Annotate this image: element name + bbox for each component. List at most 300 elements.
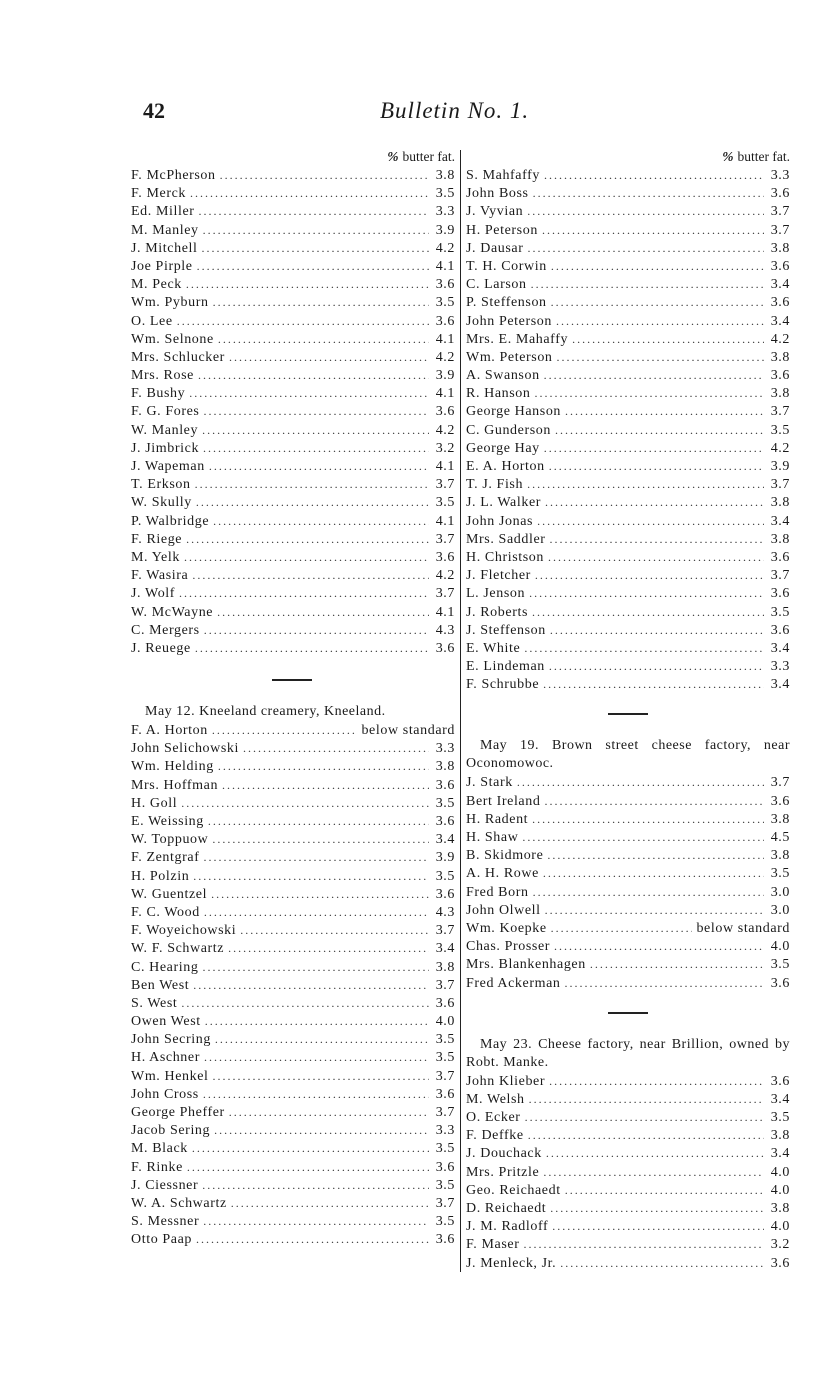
entry-row [131,384,455,402]
dot-leader [524,639,764,657]
entry-value: 3.3 [435,741,455,757]
entry-row [131,312,455,330]
dot-leader [217,603,429,621]
entry-row [131,721,455,739]
dot-leader [542,221,764,239]
entry-value: 3.9 [435,368,455,384]
entry-value: 3.6 [435,814,455,829]
dot-leader [552,1217,764,1235]
entry-value: 3.7 [770,477,790,493]
entry-row [466,883,790,901]
entry-row [131,885,455,903]
entry-list [131,721,455,1248]
entry-name: M. Black [131,1141,188,1157]
entry-value: 3.8 [435,168,455,183]
section-divider [608,713,648,715]
entry-row [131,166,455,184]
entry-name: J. Roberts [466,604,528,620]
entry-name: J. Mitchell [131,240,198,256]
entry-name: H. Shaw [466,830,519,845]
entry-name: A. H. Rowe [466,866,539,882]
entry-value: 3.6 [435,777,455,793]
entry-name: F. Maser [466,1237,520,1253]
dot-leader [181,794,429,812]
dot-leader [179,584,429,602]
dot-leader [543,1163,764,1181]
entry-value: 3.8 [435,959,455,975]
entry-row [466,330,790,348]
entry-value: 3.5 [770,866,790,882]
dot-leader [549,457,764,475]
dot-leader [535,384,764,402]
entry-value: 4.2 [770,440,790,456]
entry-row [131,330,455,348]
entry-name: John Selichowski [131,741,239,757]
entry-row [131,1103,455,1121]
entry-name: Wm. Koepke [466,920,547,936]
entry-value: 4.2 [435,422,455,438]
entry-name: H. Polzin [131,868,190,884]
dot-leader [527,202,764,220]
section-title: Kneeland creamery, Kneeland. [199,704,386,720]
entry-name: T. H. Corwin [466,258,547,274]
column-header-label: butter fat. [737,149,790,164]
dot-leader [531,275,764,293]
entry-row [466,1199,790,1217]
entry-value: 3.2 [435,440,455,456]
entry-row [466,421,790,439]
entry-name: Fred Born [466,884,529,900]
entry-value: 3.8 [435,759,455,775]
entry-name: H. Radent [466,811,529,827]
entry-value: 3.7 [435,531,455,547]
entry-value: 3.6 [770,975,790,991]
entry-value: 3.6 [770,793,790,809]
dot-leader [177,312,429,330]
dot-leader [204,402,430,420]
section-date: May 12. [145,704,196,720]
entry-name: Mrs. Schlucker [131,349,225,365]
entry-row [131,1139,455,1157]
entry-value: 3.8 [770,531,790,547]
entry-row [466,202,790,220]
entry-row [466,1144,790,1162]
entry-list [466,166,790,693]
entry-row [131,1085,455,1103]
entry-row [466,257,790,275]
section-title: Cheese factory, near Brillion, owned by Robt. Manke. [466,1036,791,1070]
entry-name: Owen West [131,1014,201,1030]
entry-name: E. Weissing [131,814,204,829]
dot-leader [548,548,764,566]
page-number: 42 [143,98,165,123]
dot-leader [565,1181,764,1199]
entry-row [466,621,790,639]
entry-value: 3.5 [770,1110,790,1126]
entry-value: 3.5 [435,1214,455,1230]
entry-name: F. A. Horton [131,723,208,739]
entry-name: S. Messner [131,1214,200,1230]
entry-name: Chas. Prosser [466,939,551,955]
entry-name: Mrs. Hoffman [131,777,219,793]
entry-row [466,1072,790,1090]
entry-name: T. Erkson [131,477,191,493]
entry-name: J. Wapeman [131,459,205,474]
entry-row [466,792,790,810]
dot-leader [551,257,764,275]
entry-value: 3.8 [770,848,790,864]
entry-name: M. Yelk [131,549,180,565]
entry-name: S. West [131,995,178,1011]
entry-row [131,621,455,639]
entry-value: 3.6 [435,1232,455,1248]
entry-value: 3.6 [435,1086,455,1102]
dot-leader [202,421,429,439]
entry-name: J. M. Radloff [466,1219,549,1235]
entry-value: 3.7 [435,1068,455,1084]
section-heading [466,1036,790,1072]
entry-name: W. A. Schwartz [131,1195,227,1211]
dot-leader [517,773,764,791]
entry-value: 3.7 [770,568,790,584]
entry-row [131,867,455,885]
dot-leader [192,566,429,584]
entry-row [131,903,455,921]
entry-row [466,566,790,584]
entry-name: Bert Ireland [466,793,541,809]
entry-row [466,275,790,293]
entry-row [466,974,790,992]
entry-name: John Olwell [466,902,541,918]
entry-name: Wm. Pyburn [131,295,209,311]
entry-value: 3.8 [770,349,790,365]
entry-row [131,512,455,530]
entry-value: 3.9 [770,459,790,474]
dot-leader [556,312,764,330]
entry-name: John Klieber [466,1073,546,1089]
entry-name: J. Fletcher [466,568,531,584]
entry-name: Wm. Helding [131,759,214,775]
dot-leader [550,530,764,548]
entry-value: 3.0 [770,902,790,918]
entry-row [466,657,790,675]
entry-value: 4.0 [770,1164,790,1180]
dot-leader [218,757,429,775]
entry-value: 3.5 [435,295,455,311]
dot-leader [215,1030,429,1048]
entry-name: John Jonas [466,513,534,529]
dot-leader [572,330,764,348]
entry-name: E. Lindeman [466,659,545,675]
entry-value: 3.8 [770,1128,790,1144]
entry-value: 3.4 [435,941,455,957]
entry-value: 3.5 [435,495,455,511]
entry-row [131,275,455,293]
entry-value: 3.5 [435,868,455,884]
dot-leader [204,1048,429,1066]
dot-leader [209,457,429,475]
dot-leader [212,721,358,739]
entry-row [466,846,790,864]
entry-value: 3.7 [770,222,790,238]
section-date: May 19. [480,738,540,754]
entry-row [466,221,790,239]
entry-name: C. Gunderson [466,422,551,438]
entry-row [131,776,455,794]
entry-value: 3.5 [770,422,790,438]
entry-row [131,421,455,439]
entry-value: 3.4 [770,513,790,529]
dot-leader [529,584,764,602]
percent-symbol: % [722,149,734,164]
dot-leader [213,1067,429,1085]
entry-row [466,512,790,530]
entry-row [466,639,790,657]
entry-row [131,1048,455,1066]
dot-leader [192,1139,429,1157]
entry-value: 3.7 [435,1195,455,1211]
entry-name: W. Toppuow [131,832,209,848]
entry-value: 3.7 [435,923,455,939]
entry-value: 3.6 [770,368,790,384]
entry-row [466,293,790,311]
entry-value: 3.6 [770,1255,790,1271]
entry-row [466,1126,790,1144]
entry-name: John Peterson [466,313,552,329]
dot-leader [186,530,429,548]
entry-row [466,955,790,973]
column-header [131,148,455,166]
dot-leader [229,348,429,366]
dot-leader [214,1121,429,1139]
dot-leader [532,603,764,621]
entry-name: J. Steffenson [466,622,546,638]
entry-row [466,919,790,937]
dot-leader [537,512,764,530]
dot-leader [198,366,429,384]
dot-leader [565,402,764,420]
entry-row [466,348,790,366]
entry-value: 3.4 [770,313,790,329]
entry-name: Jacob Sering [131,1123,211,1139]
entry-name: W. Manley [131,422,199,438]
entry-row [466,366,790,384]
entry-row [466,312,790,330]
entry-name: Wm. Peterson [466,349,553,365]
entry-name: Mrs. Pritzle [466,1164,540,1180]
entry-value: 4.3 [435,622,455,638]
section-date: May 23. [480,1036,533,1052]
entry-row [466,548,790,566]
entry-name: Ed. Miller [131,204,195,220]
dot-leader [202,958,429,976]
entry-value: 4.2 [435,240,455,256]
entry-row [131,939,455,957]
entry-value: 3.6 [435,886,455,902]
entry-row [466,384,790,402]
entry-name: W. F. Schwartz [131,941,225,957]
entry-name: F. Riege [131,531,183,547]
entry-row [131,976,455,994]
entry-row [131,830,455,848]
entry-name: J. Dausar [466,240,524,256]
entry-row [131,921,455,939]
entry-value: 3.6 [435,1159,455,1175]
entry-name: Mrs. Rose [131,368,194,384]
entry-value: 3.5 [435,795,455,811]
entry-name: F. C. Wood [131,904,200,920]
entry-value: 3.8 [770,1201,790,1216]
dot-leader [181,994,429,1012]
entry-name: F. Woyeichowski [131,923,237,939]
entry-row [131,402,455,420]
dot-leader [203,1085,429,1103]
entry-name: W. Guentzel [131,886,208,902]
entry-name: J. L. Walker [466,495,542,511]
entry-value: 3.5 [435,1032,455,1048]
entry-name: A. Swanson [466,368,540,384]
dot-leader [203,848,429,866]
entry-name: Geo. Reichaedt [466,1182,561,1198]
column-header [466,148,790,166]
entry-name: H. Christson [466,549,544,565]
entry-row [466,475,790,493]
entry-value: 3.6 [435,549,455,565]
entry-row [131,457,455,475]
dot-leader [195,475,429,493]
dot-leader [205,1012,429,1030]
entry-row [466,439,790,457]
entry-value: 3.6 [770,186,790,202]
dot-leader [551,293,764,311]
section-title: Brown street cheese factory, near Oconomowoc. [466,738,791,772]
entry-value: 3.7 [770,204,790,220]
entry-value: 3.5 [435,1050,455,1066]
dot-leader [533,883,764,901]
entry-value: 3.3 [770,168,790,183]
entry-name: H. Aschner [131,1050,200,1066]
entry-row [131,348,455,366]
entry-row [466,1090,790,1108]
entry-row [131,293,455,311]
section-heading [131,703,455,721]
entry-value: 3.8 [770,240,790,256]
entry-value: 4.5 [770,830,790,845]
entry-row [466,1163,790,1181]
entry-value: 3.6 [770,586,790,602]
entry-row [466,166,790,184]
entry-value: 3.6 [770,295,790,311]
section-heading [466,737,790,773]
entry-name: W. McWayne [131,604,214,620]
entry-value: 4.2 [435,568,455,584]
dot-leader [193,976,429,994]
dot-leader [240,921,429,939]
dot-leader [193,867,429,885]
entry-value: 4.1 [435,459,455,474]
dot-leader [547,846,764,864]
dot-leader [197,257,429,275]
entry-value: 3.6 [770,1073,790,1089]
section-divider [608,1012,648,1014]
entry-name: J. Reuege [131,640,191,656]
entry-name: F. Schrubbe [466,677,540,693]
dot-leader [189,384,429,402]
entry-row [131,366,455,384]
percent-symbol: % [387,149,399,164]
entry-name: F. Zentgraf [131,850,200,866]
entry-name: T. J. Fish [466,477,524,493]
section-divider [272,679,312,681]
entry-value: below standard [696,920,790,936]
dot-leader [204,903,429,921]
entry-value: 3.6 [435,995,455,1011]
entry-row [466,239,790,257]
entry-row [131,221,455,239]
entry-name: Mrs. Saddler [466,531,546,547]
dot-leader [212,830,429,848]
entry-row [131,1030,455,1048]
entry-value: 4.0 [770,939,790,955]
entry-name: Wm. Selnone [131,331,214,347]
dot-leader [222,776,429,794]
entry-row [466,675,790,693]
entry-value: 3.8 [770,495,790,511]
dot-leader [203,1212,429,1230]
entry-name: J. Menleck, Jr. [466,1255,557,1271]
entry-row [131,475,455,493]
entry-value: 3.4 [770,1091,790,1107]
entry-value: 3.6 [770,549,790,565]
entry-value: 3.4 [770,277,790,293]
dot-leader [544,792,764,810]
entry-row [131,184,455,202]
entry-name: F. McPherson [131,168,216,183]
entry-value: 3.7 [435,977,455,993]
entry-value: 3.6 [770,258,790,274]
entry-row [466,810,790,828]
entry-row [131,757,455,775]
entry-name: John Boss [466,186,529,202]
entry-name: P. Walbridge [131,513,210,529]
dot-leader [554,937,764,955]
dot-leader [543,675,764,693]
entry-name: F. G. Fores [131,404,200,420]
entry-row [466,1181,790,1199]
dot-leader [528,239,765,257]
entry-name: C. Hearing [131,959,199,975]
entry-value: 4.1 [435,258,455,274]
entry-value: 3.8 [770,386,790,402]
entry-name: B. Skidmore [466,848,544,864]
dot-leader [555,421,764,439]
entry-name: O. Lee [131,313,173,329]
entry-name: Mrs. E. Mahaffy [466,331,569,347]
entry-name: L. Jenson [466,586,526,602]
entry-value: 3.5 [435,1177,455,1193]
dot-leader [525,1108,764,1126]
entry-name: J. Wolf [131,586,176,602]
entry-name: C. Mergers [131,622,200,638]
dot-leader [551,919,693,937]
entry-name: M. Manley [131,222,199,238]
dot-leader [549,1072,764,1090]
entry-name: O. Ecker [466,1110,521,1126]
dot-leader [213,293,429,311]
entry-name: J. Douchack [466,1146,542,1162]
entry-row [466,828,790,846]
dot-leader [211,885,429,903]
